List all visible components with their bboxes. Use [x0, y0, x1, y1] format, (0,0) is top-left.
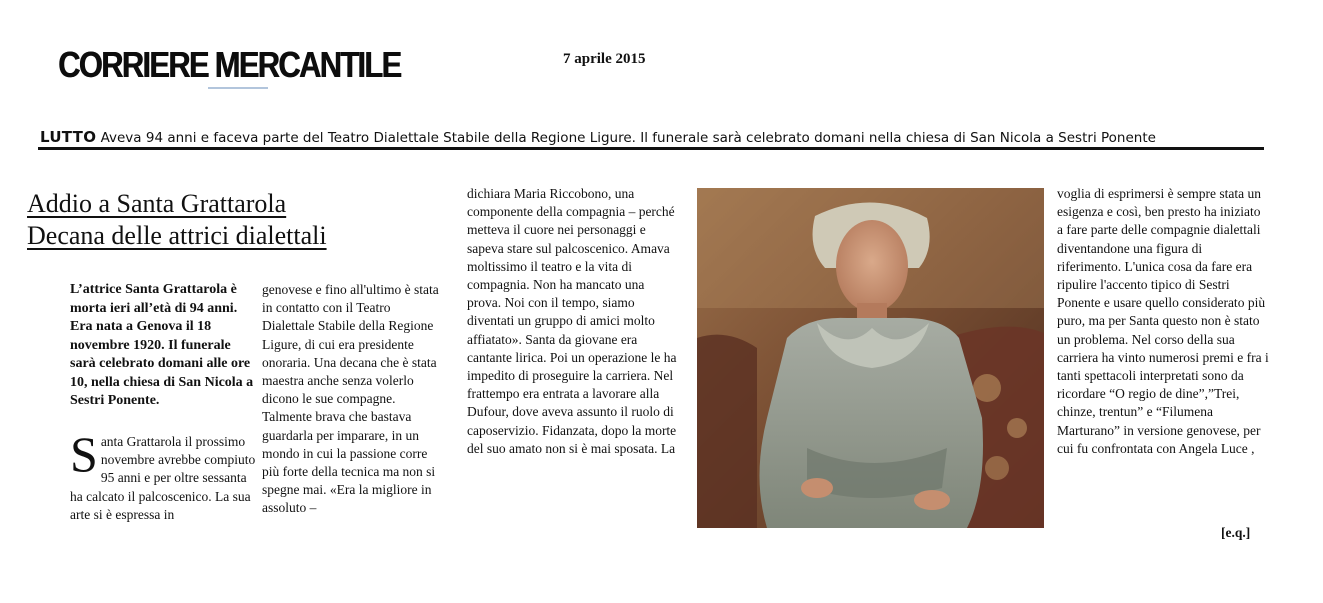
strapline-rule: [38, 147, 1264, 150]
masthead-title: CORRIERE MERCANTILE: [58, 44, 401, 85]
column-1-text: anta Grattarola il prossimo novembre avrebbe compiuto 95 anni e per oltre sessanta ha calcato il palcoscenico. La sua arte si è espressa in: [70, 434, 256, 522]
author-signature: [e.q.]: [1221, 525, 1251, 540]
article-headline: [27, 188, 327, 252]
article-lead: L’attrice Santa Grattarola è morta ieri all’età di 94 anni. Era nata a Genova il 18 novembre 1920. Il funerale sarà celebrato domani alle ore 10, nella chiesa di San Nicola a Sestri Ponente.: [70, 282, 254, 408]
strapline-text: Aveva 94 anni e faceva parte del Teatro Dialettale Stabile della Regione Ligure. Il funerale sarà celebrato domani nella chiesa di San Nicola a Sestri Ponente: [100, 130, 1156, 146]
publication-date: 7 aprile 2015: [563, 51, 646, 67]
drop-cap: S: [70, 426, 98, 482]
newspaper-masthead: [58, 44, 420, 90]
portrait-photo: [697, 188, 1044, 528]
strapline-keyword: LUTTO: [40, 128, 97, 146]
masthead-underline: [208, 87, 268, 89]
headline-line-1: Addio a Santa Grattarola: [27, 189, 287, 218]
headline-line-2: Decana delle attrici dialettali: [27, 221, 327, 250]
article-column-1: [70, 426, 256, 524]
article-column-3: dichiara Maria Riccobono, una componente della compagnia – perché metteva il cuore nei personaggi e sapeva stare sul palcoscenico. Amava moltissimo il teatro e la vita di compagnia. Non ha mancato una prova. Noi con il tempo, siamo diventati un gruppo di amici molto affiatato». Santa da giovane era cantante lirica. Poi un operazione le ha impedito di proseguire la carriera. Nel frattempo era entrata a lavorare alla Dufour, dove aveva assunto il ruolo di caposervizio. Fidanzata, dopo la morte del suo amato non si è mai sposata. La: [467, 186, 677, 456]
strapline: [40, 128, 1156, 146]
article-column-2: genovese e fino all'ultimo è stata in contatto con il Teatro Dialettale Stabile della Regione Ligure, di cui era presidente onoraria. Una decana che è stata maestra anche senza volerlo dicono le sue compagne. Talmente brava che bastava guardarla per imparare, in un mondo in cui la passione corre più forte della tecnica ma non si spegne mai. «Era la migliore in assoluto –: [262, 282, 439, 516]
article-column-4: voglia di esprimersi è sempre stata un esigenza e così, ben presto ha iniziato a fare parte delle compagnie dialettali diventandone una figura di riferimento. L'unica cosa da fare era ripulire l'accento tipico di Sestri Ponente e usare quello considerato più puro, ma per Santa questo non è stato un problema. Nel corso della sua carriera ha vinto numerosi premi e fra i tanti spettacoli interpretati sono da ricordare “O regio de dine”,”Trei, chinze, trentun” e “Filumena Marturano” in versione genovese, per cui fu confrontata con Angela Luce ,: [1057, 186, 1269, 456]
